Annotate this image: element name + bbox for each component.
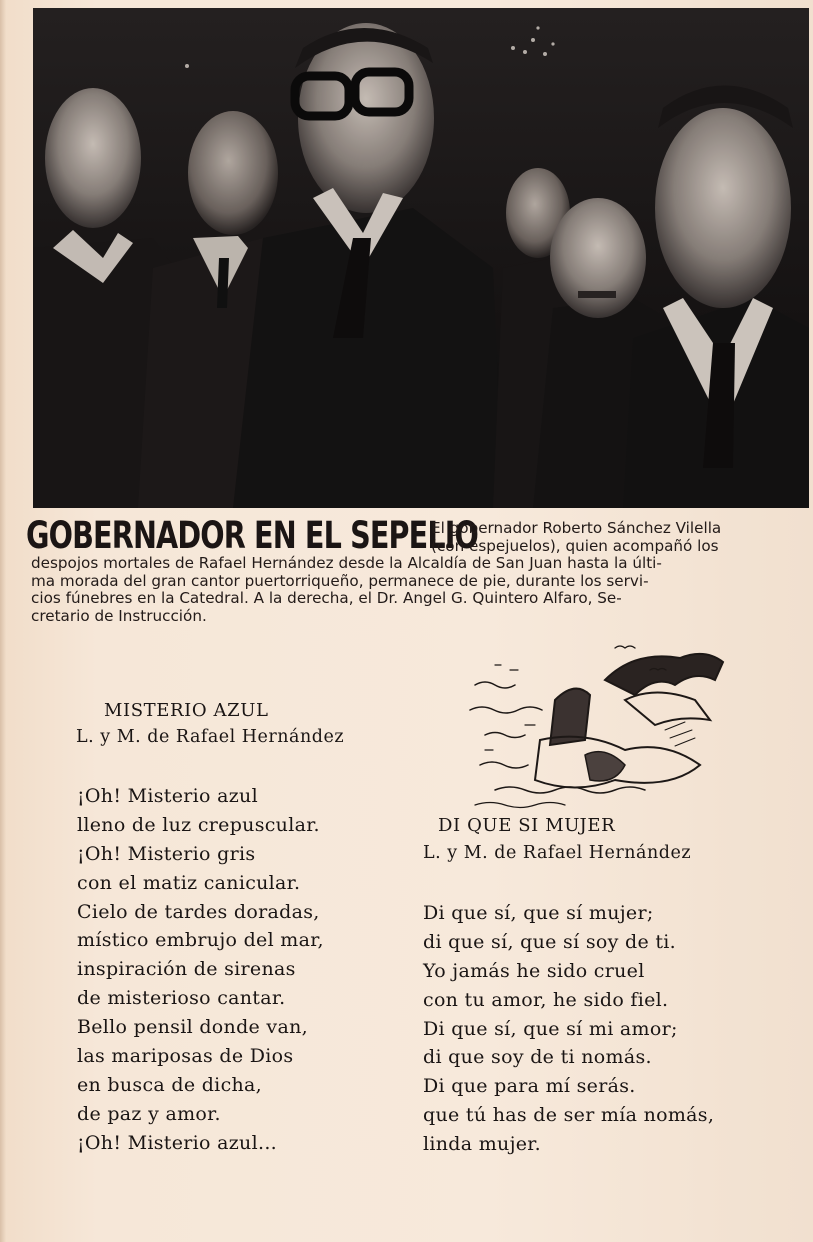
verse-line: de paz y amor.: [77, 1102, 221, 1125]
verse-line: ¡Oh! Misterio azul...: [77, 1131, 277, 1154]
verse-line: lleno de luz crepuscular.: [77, 813, 320, 836]
verse-line: linda mujer.: [423, 1133, 541, 1156]
poem-title-misterio-azul: MISTERIO AZUL: [104, 700, 269, 721]
photograph-mourners: [33, 8, 809, 508]
verse-line: ¡Oh! Misterio gris: [77, 842, 256, 865]
verse-line: que tú has de ser mía nomás,: [423, 1104, 715, 1127]
poem-credit: L. y M. de Rafael Hernández: [76, 727, 345, 747]
verse-line: con el matiz canicular.: [77, 871, 301, 894]
verse-line: Di que sí, que sí mi amor;: [423, 1017, 678, 1040]
poem-verses-di-que-si-mujer: [423, 899, 714, 1159]
caption-line: cios fúnebres en la Catedral. A la derecha, el Dr. Angel G. Quintero Alfaro, Se-: [31, 589, 622, 608]
seascape-sketch-illustration: [465, 640, 727, 812]
verse-line: di que soy de ti nomás.: [423, 1046, 652, 1069]
caption-line: despojos mortales de Rafael Hernández desde la Alcaldía de San Juan hasta la últi-: [31, 554, 662, 573]
verse-line: di que sí, que sí soy de ti.: [423, 930, 676, 953]
verse-line: Di que sí, que sí mujer;: [423, 902, 654, 924]
verse-line: inspiración de sirenas: [77, 958, 296, 981]
verse-line: las mariposas de Dios: [77, 1045, 294, 1068]
verse-line: con tu amor, he sido fiel.: [423, 988, 669, 1011]
page-edge: [0, 0, 6, 1242]
poem-credit: L. y M. de Rafael Hernández: [423, 843, 692, 863]
verse-line: Cielo de tardes doradas,: [77, 900, 320, 923]
caption-line: ma morada del gran cantor puertorriqueño, permanece de pie, durante los servi-: [31, 571, 649, 590]
caption-line: (con espejuelos), quien acompañó los: [431, 536, 719, 555]
verse-line: Bello pensil donde van,: [77, 1016, 308, 1039]
verse-line: místico embrujo del mar,: [77, 929, 324, 952]
caption-line: cretario de Instrucción.: [31, 606, 207, 625]
verse-line: de misterioso cantar.: [77, 987, 286, 1010]
poem-title-di-que-si-mujer: DI QUE SI MUJER: [438, 815, 616, 836]
verse-line: Di que para mí serás.: [423, 1075, 636, 1098]
sketch-drawing: [465, 640, 727, 812]
photo-illustration: [33, 8, 809, 508]
photo-caption: [31, 520, 811, 626]
verse-line: ¡Oh! Misterio azul: [77, 785, 258, 807]
poem-verses-misterio-azul: [77, 782, 324, 1158]
caption-line: El gobernador Roberto Sánchez Vilella: [431, 519, 722, 537]
article-headline: GOBERNADOR EN EL SEPELIO: [26, 514, 479, 557]
verse-line: en busca de dicha,: [77, 1073, 263, 1096]
verse-line: Yo jamás he sido cruel: [423, 959, 645, 982]
